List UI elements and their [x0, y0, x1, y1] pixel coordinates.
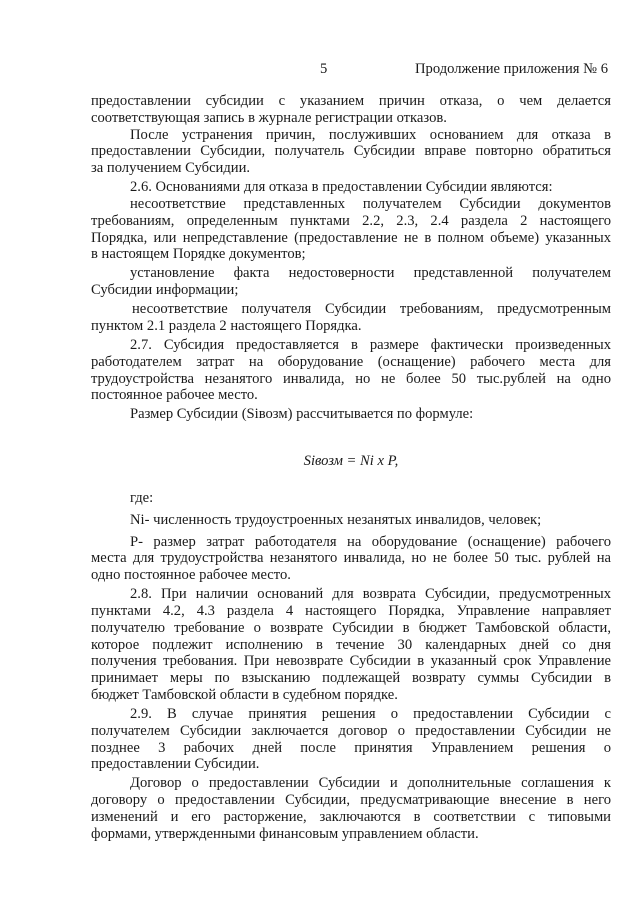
- text-line: P- размер затрат работодателя на оборудование (оснащение) рабочего: [130, 533, 611, 550]
- text-line: бюджет Тамбовской области в судебном порядке.: [91, 687, 398, 704]
- text-line: установление факта недостоверности представленной получателем: [130, 265, 611, 282]
- text-line: принимает меры по взысканию подлежащей возврату суммы Субсидии в: [91, 670, 611, 687]
- text-line: Ni- численность трудоустроенных незанятых инвалидов, человек;: [130, 511, 542, 528]
- text-line: несоответствие получателя Субсидии требованиям, предусмотренным: [132, 301, 611, 318]
- text-line: Договор о предоставлении Субсидии и дополнительные соглашения к: [130, 775, 611, 792]
- subsidy-formula: Siвозм = Ni x P,: [303, 453, 399, 470]
- appendix-continuation: Продолжение приложения № 6: [415, 61, 608, 77]
- text-line: за получением Субсидии.: [91, 160, 251, 177]
- text-line: После устранения причин, послуживших основанием для отказа в: [130, 126, 611, 143]
- text-line: в настоящем Порядке документов;: [91, 246, 306, 263]
- text-line: получения требования. При невозврате Субсидии в указанный срок Управление: [91, 653, 611, 670]
- text-line: несоответствие представленных получателем Субсидии документов: [130, 195, 611, 212]
- text-line: позднее 3 рабочих дней после принятия Управлением решения о: [91, 739, 611, 756]
- text-line: соответствующая запись в журнале регистрации отказов.: [91, 109, 447, 126]
- text-line: которое подлежит исполнению в течение 30 календарных дней со дня: [91, 636, 611, 653]
- text-line: 2.8. При наличии оснований для возврата Субсидии, предусмотренных: [130, 586, 611, 603]
- text-line: 2.9. В случае принятия решения о предоставлении Субсидии с: [130, 706, 611, 723]
- text-line: работодателем затрат на оборудование (оснащение) рабочего места для: [91, 353, 611, 370]
- text-line: одно постоянное рабочее место.: [91, 567, 291, 584]
- text-line: Субсидии информации;: [91, 282, 239, 299]
- formula-block: [91, 423, 611, 484]
- text-line: постоянное рабочее место.: [91, 387, 258, 404]
- text-line: получателем Субсидии заключается договор о предоставлении Субсидии не: [91, 722, 611, 739]
- text-line: пунктом 2.1 раздела 2 настоящего Порядка.: [91, 317, 362, 334]
- text-line: пунктами 4.2, 4.3 раздела 4 настоящего Порядка, Управление направляет: [91, 603, 611, 620]
- text-line: трудоустройства незанятого инвалида, но не более 50 тыс.рублей на одно: [91, 370, 611, 387]
- text-line: формами, утвержденными финансовым управлением области.: [91, 825, 479, 842]
- text-line: где:: [130, 490, 154, 507]
- text-line: 2.6. Основаниями для отказа в предоставлении Субсидии являются:: [130, 179, 553, 196]
- text-line: договору о предоставлении Субсидии, предусматривающие внесение в него: [91, 792, 611, 809]
- text-line: требованиям, определенным пунктами 2.2, 2.3, 2.4 раздела 2 настоящего: [91, 212, 611, 229]
- text-line: 2.7. Субсидия предоставляется в размере фактически произведенных: [130, 336, 611, 353]
- text-line: получателю требование о возврате Субсидии в бюджет Тамбовской области,: [91, 619, 611, 636]
- text-line: предоставлении Субсидии, получатель Субсидии вправе повторно обратиться: [91, 143, 611, 160]
- text-line: изменений и его расторжение, заключаются в соответствии с типовыми: [91, 808, 611, 825]
- text-line: Размер Субсидии (Siвозм) рассчитывается по формуле:: [130, 406, 474, 423]
- text-line: предоставлении Субсидии.: [91, 756, 260, 773]
- page-header: [0, 61, 640, 81]
- text-line: места для трудоустройства незанятого инвалида, но не более 50 тыс. рублей на: [91, 550, 611, 567]
- page-number: 5: [320, 61, 328, 77]
- text-line: предоставлении субсидии с указанием причин отказа, о чем делается: [91, 93, 611, 109]
- document-body: [91, 93, 611, 843]
- text-line: Порядка, или непредставление (предоставление не в полном объеме) указанных: [91, 229, 611, 246]
